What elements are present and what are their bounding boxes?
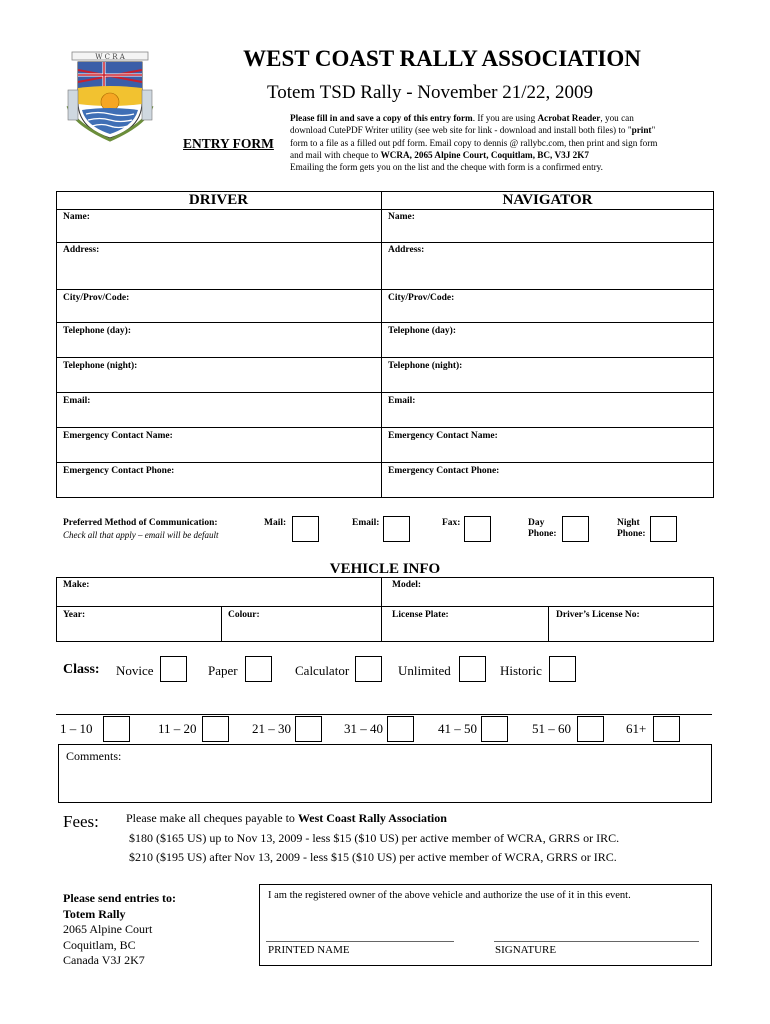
fees-label: Fees: — [63, 812, 99, 831]
navigator-email-field[interactable]: Email: — [388, 396, 416, 406]
driver-city-field[interactable]: City/Prov/Code: — [63, 293, 130, 303]
navigator-name-field[interactable]: Name: — [388, 212, 415, 222]
range-21-30-label: 21 – 30 — [252, 721, 291, 736]
comm-mail-checkbox[interactable] — [292, 516, 319, 542]
vehicle-colour-field[interactable]: Colour: — [228, 610, 260, 620]
comm-fax-label: Fax: — [442, 518, 461, 528]
driver-email-field[interactable]: Email: — [63, 396, 91, 406]
navigator-emergency-phone-field[interactable]: Emergency Contact Phone: — [388, 466, 500, 476]
instructions-block: Please fill in and save a copy of this entry form. If you are using Acrobat Reader, you can download CutePDF Writer utility (see web site for link - download and install both files) to "print" form to a file as a filled out pdf form. Email copy to dennis @ rallybc.com, then print and sign form and mail with cheque to WCRA, 2065 Alpine Court, Coquitlam, BC, V3J 2K7 Emailing the form gets you on the list and the cheque with form is a confirmed entry. — [290, 113, 658, 173]
class-novice-checkbox[interactable] — [160, 656, 187, 682]
navigator-city-field[interactable]: City/Prov/Code: — [388, 293, 455, 303]
class-unlimited-label: Unlimited — [398, 663, 451, 678]
printed-name-line[interactable] — [266, 941, 454, 942]
class-unlimited-checkbox[interactable] — [459, 656, 486, 682]
comments-label: Comments: — [66, 749, 122, 763]
entry-form-label: ENTRY FORM — [183, 136, 274, 151]
navigator-address-field[interactable]: Address: — [388, 245, 425, 255]
comments-box[interactable] — [58, 744, 712, 803]
drivers-license-field[interactable]: Driver’s License No: — [556, 610, 640, 620]
range-51-60-label: 51 – 60 — [532, 721, 571, 736]
organization-title: WEST COAST RALLY ASSOCIATION — [243, 46, 641, 71]
driver-phone-night-field[interactable]: Telephone (night): — [63, 361, 138, 371]
navigator-phone-day-field[interactable]: Telephone (day): — [388, 326, 457, 336]
communication-hint: Check all that apply – email will be default — [63, 530, 219, 540]
comm-fax-checkbox[interactable] — [464, 516, 491, 542]
range-41-50-label: 41 – 50 — [438, 721, 477, 736]
driver-emergency-phone-field[interactable]: Emergency Contact Phone: — [63, 466, 175, 476]
range-31-40-checkbox[interactable] — [387, 716, 414, 742]
range-21-30-checkbox[interactable] — [295, 716, 322, 742]
fees-line-late: $210 ($195 US) after Nov 13, 2009 - less $15 ($10 US) per active member of WCRA, GRRS or IRC. — [129, 850, 617, 864]
class-calculator-label: Calculator — [295, 663, 350, 678]
comm-day-phone-label: Day Phone: — [528, 518, 557, 539]
driver-navigator-table — [56, 191, 714, 498]
comm-email-checkbox[interactable] — [383, 516, 410, 542]
vehicle-year-field[interactable]: Year: — [63, 610, 86, 620]
range-61-plus-checkbox[interactable] — [653, 716, 680, 742]
class-novice-label: Novice — [116, 663, 154, 678]
class-historic-checkbox[interactable] — [549, 656, 576, 682]
vehicle-heading: VEHICLE INFO — [329, 561, 441, 577]
range-51-60-checkbox[interactable] — [577, 716, 604, 742]
crest-letters: W C R A — [95, 53, 125, 61]
class-paper-label: Paper — [208, 663, 238, 678]
signature-label: SIGNATURE — [495, 944, 557, 956]
comm-night-phone-label: Night Phone: — [617, 518, 646, 539]
class-label: Class: — [63, 662, 100, 677]
driver-address-field[interactable]: Address: — [63, 245, 100, 255]
driver-phone-day-field[interactable]: Telephone (day): — [63, 326, 132, 336]
driver-emergency-name-field[interactable]: Emergency Contact Name: — [63, 431, 173, 441]
ranges-rule — [56, 714, 712, 715]
comm-mail-label: Mail: — [264, 518, 287, 528]
navigator-emergency-name-field[interactable]: Emergency Contact Name: — [388, 431, 498, 441]
vehicle-model-field[interactable]: Model: — [392, 580, 422, 590]
printed-name-label: PRINTED NAME — [268, 944, 350, 956]
range-11-20-label: 11 – 20 — [158, 721, 197, 736]
fees-line-early: $180 ($165 US) up to Nov 13, 2009 - less $15 ($10 US) per active member of WCRA, GRRS or IRC. — [129, 831, 620, 845]
fees-payable-note: Please make all cheques payable to West Coast Rally Association — [126, 811, 447, 825]
range-31-40-label: 31 – 40 — [344, 721, 383, 736]
class-paper-checkbox[interactable] — [245, 656, 272, 682]
comm-day-phone-checkbox[interactable] — [562, 516, 589, 542]
range-61-plus-label: 61+ — [626, 721, 647, 736]
range-1-10-label: 1 – 10 — [60, 721, 93, 736]
navigator-heading: NAVIGATOR — [502, 192, 593, 208]
signature-line[interactable] — [494, 941, 699, 942]
vehicle-make-field[interactable]: Make: — [63, 580, 90, 590]
communication-label: Preferred Method of Communication: — [63, 518, 218, 528]
authorization-statement: I am the registered owner of the above vehicle and authorize the use of it in this event. — [268, 890, 631, 901]
comm-email-label: Email: — [352, 518, 380, 528]
comm-night-phone-checkbox[interactable] — [650, 516, 677, 542]
class-historic-label: Historic — [500, 663, 542, 678]
range-1-10-checkbox[interactable] — [103, 716, 130, 742]
table-divider — [381, 191, 382, 498]
class-calculator-checkbox[interactable] — [355, 656, 382, 682]
range-11-20-checkbox[interactable] — [202, 716, 229, 742]
range-41-50-checkbox[interactable] — [481, 716, 508, 742]
send-to-address: Please send entries to: Totem Rally 2065 Alpine Court Coquitlam, BC Canada V3J 2K7 — [63, 891, 176, 967]
driver-heading: DRIVER — [188, 192, 249, 208]
navigator-phone-night-field[interactable]: Telephone (night): — [388, 361, 463, 371]
driver-name-field[interactable]: Name: — [63, 212, 90, 222]
event-subtitle: Totem TSD Rally - November 21/22, 2009 — [266, 82, 594, 103]
vehicle-plate-field[interactable]: License Plate: — [392, 610, 449, 620]
